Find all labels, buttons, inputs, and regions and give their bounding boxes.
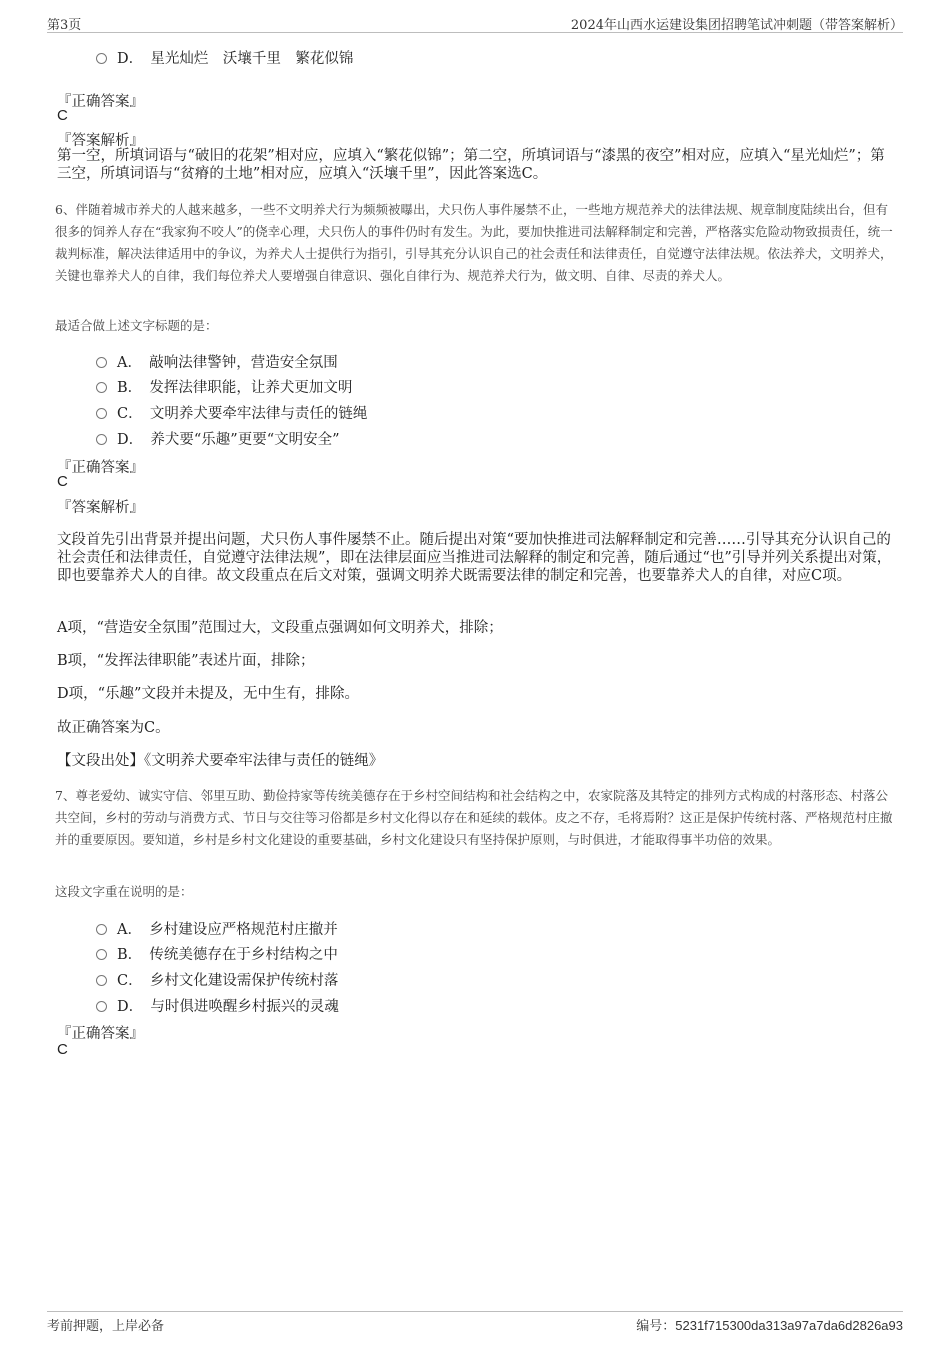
q6-option-d[interactable]: D． 养犬要“乐趣”更要“文明安全” bbox=[96, 428, 340, 449]
page-header bbox=[47, 14, 903, 33]
q5-analysis: 第一空，所填词语与“破旧的花架”相对应，应填入“繁花似锦”；第二空，所填词语与“漆黑的夜空”相对应，应填入“星光灿烂”；第三空，所填词语与“贫瘠的土地”相对应，应填入“沃壤千里”，因此答案选C。 bbox=[57, 148, 885, 182]
q6-prompt: 最适合做上述文字标题的是： bbox=[55, 318, 218, 333]
q6-note-a: A项，“营造安全氛围”范围过大，文段重点强调如何文明养犬，排除； bbox=[57, 620, 503, 636]
q7-answer-heading: 『正确答案』 bbox=[57, 1026, 144, 1042]
q6-note-b: B项，“发挥法律职能”表述片面，排除； bbox=[57, 653, 315, 669]
radio-icon[interactable] bbox=[96, 1001, 107, 1012]
q6-answer: C bbox=[57, 473, 68, 490]
q7-question-text: 7、尊老爱幼、诚实守信、邻里互助、勤俭持家等传统美德存在于乡村空间结构和社会结构之中，农家院落及其特定的排列方式构成的村落形态、村落公共空间，乡村的劳动与消费方式、节日与交往等习俗都是乡村文化得以存在和延续的载体。皮之不存，毛将焉附？这正是保护传统村落、严格规范村庄撤并的重要原因。要知道，乡村是乡村文化建设的重要基础，乡村文化建设只有坚持保护原则，与时俱进，才能取得事半功倍的效果。 bbox=[55, 788, 893, 847]
radio-icon[interactable] bbox=[96, 434, 107, 445]
q7-prompt: 这段文字重在说明的是： bbox=[55, 884, 193, 899]
q7-option-a[interactable]: A． 乡村建设应严格规范村庄撤并 bbox=[96, 918, 338, 939]
page-footer bbox=[47, 1311, 903, 1332]
code-value: 5231f715300da313a97a7da6d2826a93 bbox=[675, 1318, 903, 1333]
radio-icon[interactable] bbox=[96, 949, 107, 960]
q5-answer: C bbox=[57, 107, 68, 124]
q6-analysis: 文段首先引出背景并提出问题，犬只伤人事件屡禁不止。随后提出对策“要加快推进司法解释制定和完善……引导其充分认识自己的社会责任和法律责任，自觉遵守法律法规”，即在法律层面应当推进司法解释的制定和完善，随后通过“也”引导并列关系提出对策，即也要靠养犬人的自律。故文段重点在后文对策，强调文明养犬既需要法律的制定和完善，也要靠养犬人的自律，对应C项。 bbox=[57, 532, 892, 584]
q6-answer-heading: 『正确答案』 bbox=[57, 460, 144, 476]
code-label: 编号： bbox=[636, 1319, 676, 1334]
radio-icon[interactable] bbox=[96, 53, 107, 64]
q6-analysis-heading: 『答案解析』 bbox=[57, 500, 144, 516]
q6-option-c[interactable]: C． 文明养犬要牵牢法律与责任的链绳 bbox=[96, 402, 367, 423]
q7-option-c[interactable]: C． 乡村文化建设需保护传统村落 bbox=[96, 969, 338, 990]
q5-option-d[interactable]: D． 星光灿烂 沃壤千里 繁花似锦 bbox=[96, 47, 353, 68]
document-title: 2024年山西水运建设集团招聘笔试冲刺题（带答案解析） bbox=[570, 18, 903, 33]
q5-analysis-heading: 『答案解析』 bbox=[57, 133, 144, 149]
q6-conclusion: 故正确答案为C。 bbox=[57, 720, 170, 736]
q7-option-b[interactable]: B． 传统美德存在于乡村结构之中 bbox=[96, 943, 338, 964]
radio-icon[interactable] bbox=[96, 382, 107, 393]
q6-question-text: 6、伴随着城市养犬的人越来越多，一些不文明养犬行为频频被曝出，犬只伤人事件屡禁不止，一些地方规范养犬的法律法规、规章制度陆续出台，但有很多的饲养人存在“我家狗不咬人”的侥幸心理，犬只伤人的事件仍时有发生。为此，要加快推进司法解释制定和完善，严格落实危险动物致损责任，统一裁判标准，解决法律适用中的争议，为养犬人士提供行为指引，引导其充分认识自己的社会责任和法律责任，自觉遵守法律法规。依法养犬，文明养犬，关键也靠养犬人的自律，我们每位养犬人要增强自律意识、强化自律行为、规范养犬行为，做文明、自律、尽责的养犬人。 bbox=[55, 202, 893, 283]
document-code bbox=[636, 1315, 903, 1334]
q5-answer-heading: 『正确答案』 bbox=[57, 94, 144, 110]
radio-icon[interactable] bbox=[96, 408, 107, 419]
radio-icon[interactable] bbox=[96, 357, 107, 368]
q7-option-d[interactable]: D． 与时俱进唤醒乡村振兴的灵魂 bbox=[96, 995, 339, 1016]
q6-option-a[interactable]: A． 敲响法律警钟，营造安全氛围 bbox=[96, 351, 338, 372]
q6-note-d: D项，“乐趣”文段并未提及，无中生有，排除。 bbox=[57, 686, 359, 702]
q7-answer: C bbox=[57, 1041, 68, 1058]
footer-slogan: 考前押题，上岸必备 bbox=[47, 1319, 165, 1334]
radio-icon[interactable] bbox=[96, 975, 107, 986]
q6-option-b[interactable]: B． 发挥法律职能，让养犬更加文明 bbox=[96, 376, 352, 397]
radio-icon[interactable] bbox=[96, 924, 107, 935]
page-number: 第3页 bbox=[47, 18, 82, 33]
q6-source: 【文段出处】《文明养犬要牵牢法律与责任的链绳》 bbox=[57, 753, 384, 769]
